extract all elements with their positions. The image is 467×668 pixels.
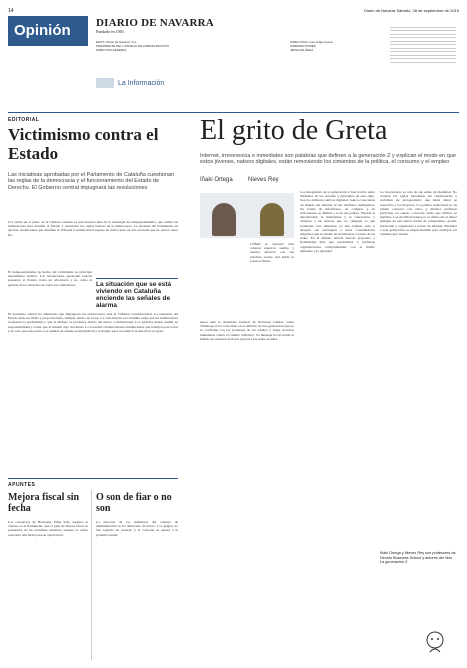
editorial-body-3: El Gobierno central ha anunciado que impugnará las resoluciones ante el Tribunal Constitucional. La respuesta del Estado debe ser firme y proporcionada, siempre dentro de la ley. La convivencia en Cataluña exige que las instituciones recuperen la normalidad y que el diálogo se produzca dentro del marco constitucional. Los partidos deben asumir su responsabilidad y evitar que la tensión siga creciendo. La sociedad catalana merece instituciones que trabajen para todos y no solo para una parte. Las señales de alarma se multiplican y el tiempo para reconducir la situación se agota. bbox=[8, 312, 178, 333]
editorial-deck: Las iniciativas aprobadas por el Parlamento de Cataluña cuestionan las reglas de la democracia y el funcionamiento del Estado de Derecho. El Gobierno central impugnará las resoluciones bbox=[8, 172, 175, 191]
author-portrait bbox=[212, 203, 236, 236]
cartoon-illustration bbox=[420, 628, 450, 658]
credit-line: JEFES DE ÁREA bbox=[290, 48, 314, 52]
article-headline: El grito de Greta bbox=[200, 115, 388, 146]
editorial-divider bbox=[8, 478, 178, 479]
apunte-2-body: La elección de los miembros del consejo de administración se ha demorado de nuevo. Los grupos no han logrado un acuerdo y la votación se aplaza a la próxima sesión. bbox=[96, 520, 178, 537]
pull-quote: La situación que se está viviendo en Cataluña enciende las señales de alarma bbox=[96, 278, 178, 309]
ojd-table bbox=[390, 24, 456, 63]
article-column-start: CÓMO se atreven? Nos robaron nuestros sueños y nuestra infancia con sus palabras vacías. Así habló la joven activista bbox=[250, 242, 294, 263]
author-portrait bbox=[260, 203, 284, 236]
article-column-2: Los integrantes de la generación Z han nacido entre mediados de los noventa y principios de este siglo. Son los primeros nativos digitales: nunca conocieron un mundo sin internet ni sin teléfonos inteligentes. Su forma de informarse, de comprar y de relacionarse es distinta a la de sus padres. Valoran la autenticidad, la inmediatez y la coherencia, y castigan a las marcas que no cumplen lo que prometen. Las empresas ya han tomado nota y adaptan sus estrategias a unos consumidores exigentes que no dudan en movilizarse a través de las redes. En el ámbito laboral buscan propósito y flexibilidad más que estabilidad, y prefieren organizaciones comprometidas con el medio ambiente y la igualdad. bbox=[300, 190, 375, 253]
logo-icon bbox=[96, 78, 114, 88]
byline-2: Nieves Rey bbox=[248, 177, 279, 183]
credit-line: DIRECTORA: Inés Artajo Ayesa bbox=[290, 40, 333, 44]
founded-line: Fundado en 1903 bbox=[96, 29, 124, 34]
apuntes-label: APUNTES bbox=[8, 482, 36, 488]
credit-line: EDITA: Diario de Navarra, S.A. bbox=[96, 40, 138, 44]
apuntes-divider bbox=[91, 490, 92, 660]
author-signature: Iñaki Ortega y Nieves Rey son profesores de Deusto Business School y autores del libro La generación Z bbox=[380, 551, 456, 564]
article-deck: Internet, irreverencia e inmediatez son palabras que definen a la generación Z y explican el modo en que estos jóvenes, nativos digitales, están removiendo los cimientos de la política, el consumo y el empleo bbox=[200, 153, 456, 166]
logo-text: La Información bbox=[118, 80, 165, 87]
byline-1: Iñaki Ortega bbox=[200, 177, 233, 183]
masthead: DIARIO DE NAVARRA bbox=[96, 17, 214, 29]
apunte-1-body: Los consejeros de Hacienda, Elma Saiz, aseguró el viernes en el Parlamento que el plan de mejora fiscal se presentará en las próximas semanas, aunque no quiso concretar una fecha para su aprobación. bbox=[8, 520, 88, 537]
editorial-body-2: El independentismo ha hecho del victimismo su principal herramienta política. Las resoluciones aprobadas buscan presentar al Estado como un adversario y no como el garante de los derechos de todos los ciudadanos. bbox=[8, 270, 92, 287]
article-column-3: La irreverencia es otra de sus señas de identidad. No aceptan las reglas heredadas sin cuestionarlas y reclaman un protagonismo que hasta ahora se reservaba a los mayores. La política tradicional no ha sabido conectar con ellos, y muchos prefieren participar en causas concretas antes que militar en partidos. Las movilizaciones por el clima son el mejor ejemplo de esta nueva forma de compromiso, global, horizontal y organizada a través de internet. Entender a esta generación es imprescindible para anticipar los cambios que vienen. bbox=[380, 190, 457, 237]
article-column-1: sueca ante la Asamblea General de Naciones Unidas. Greta Thunberg se ha convertido en el símbolo de una generación que no se conforma con las promesas de los adultos y exige acciones inmediatas contra el cambio climático. Su mensaje ha recorrido el mundo en cuestión de horas gracias a las redes sociales. bbox=[200, 320, 294, 341]
credit-line: SUBDIRECTORES bbox=[290, 44, 316, 48]
credit-line: PRESIDENTE DEL CONSEJO DE ADMINISTRACIÓN bbox=[96, 44, 169, 48]
editorial-label: EDITORIAL bbox=[8, 117, 40, 123]
credits-column-1 bbox=[96, 40, 176, 52]
credit-line: DIRECTOR GENERAL bbox=[96, 48, 127, 52]
credits-column-2 bbox=[290, 40, 370, 52]
editorial-headline: Victimismo contra el Estado bbox=[8, 125, 159, 163]
date-line: Diario de Navarra Sábado, 28 de septiembre de 2019 bbox=[364, 8, 459, 13]
section-label: Opinión bbox=[8, 16, 88, 46]
editorial-body-1: LO vivido en el pleno de la Cámara catalana es una muestra más de la estrategia del independentismo, que utiliza las instituciones para desafiar al Estado y cuestionar las reglas básicas de la democracia. La decisión del Parlamento de aprobar resoluciones que desafían al Tribunal Constitucional supone un nuevo paso en una escalada que no parece tener fin. bbox=[8, 220, 178, 237]
apunte-1-title: Mejora fiscal sin fecha bbox=[8, 492, 80, 514]
page-number: 14 bbox=[8, 8, 14, 14]
apunte-2-title: O son de fiar o no son bbox=[96, 492, 172, 514]
ojd-row bbox=[390, 59, 456, 63]
header-divider bbox=[8, 112, 459, 113]
